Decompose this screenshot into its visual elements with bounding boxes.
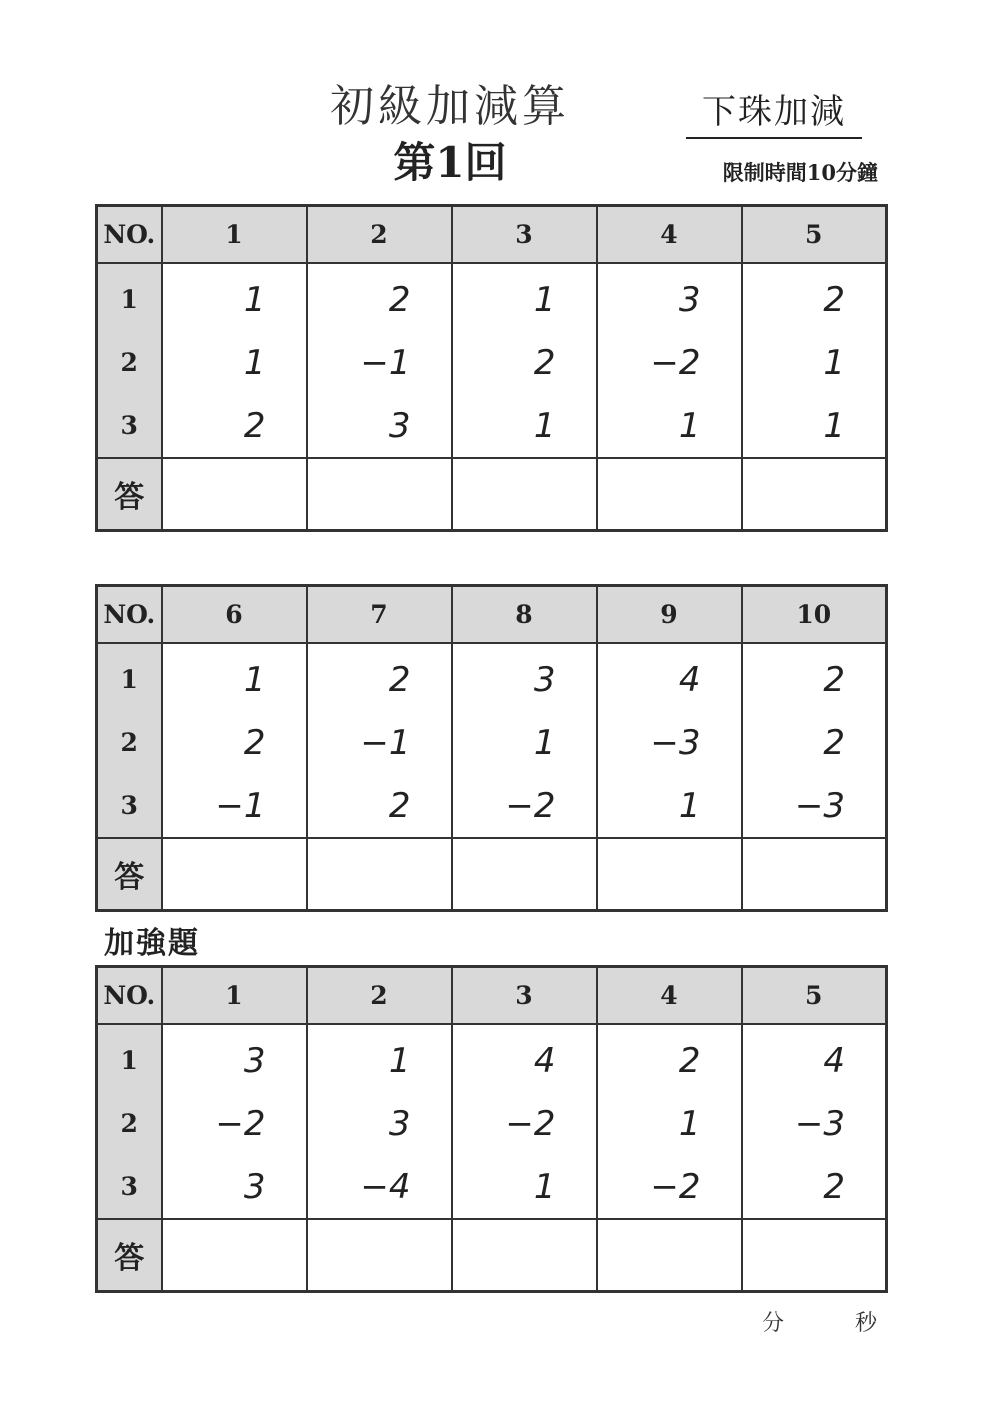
answer-cell[interactable] xyxy=(162,1219,307,1292)
table-row xyxy=(97,643,887,711)
table-header-row xyxy=(97,586,887,644)
number-cell: 3 xyxy=(597,263,742,331)
worksheet-title: 初級加減算 xyxy=(330,81,570,132)
number-cell: −2 xyxy=(452,1092,597,1155)
number-cell: 2 xyxy=(742,263,887,331)
answer-cell[interactable] xyxy=(307,1219,452,1292)
category-label: 下珠加減 xyxy=(686,84,862,139)
row-label: 3 xyxy=(97,394,162,458)
problem-number: 9 xyxy=(597,586,742,644)
answer-label: 答 xyxy=(97,838,162,911)
problem-number: 4 xyxy=(597,206,742,264)
number-cell: 3 xyxy=(307,1092,452,1155)
row-label: 1 xyxy=(97,263,162,331)
number-cell: 1 xyxy=(597,394,742,458)
answer-cell[interactable] xyxy=(162,458,307,531)
problem-number: 10 xyxy=(742,586,887,644)
answer-cell[interactable] xyxy=(597,838,742,911)
number-cell: 1 xyxy=(307,1024,452,1092)
number-cell: −2 xyxy=(162,1092,307,1155)
answer-cell[interactable] xyxy=(742,458,887,531)
table-header-row xyxy=(97,967,887,1025)
number-cell: 4 xyxy=(452,1024,597,1092)
bonus-section-label: 加強題 xyxy=(104,926,200,961)
row-label: 3 xyxy=(97,774,162,838)
bonus-problem-table xyxy=(95,965,888,1293)
answer-cell[interactable] xyxy=(307,458,452,531)
answer-cell[interactable] xyxy=(597,1219,742,1292)
number-cell: 2 xyxy=(597,1024,742,1092)
row-label: 2 xyxy=(97,1092,162,1155)
answer-cell[interactable] xyxy=(162,838,307,911)
answer-cell[interactable] xyxy=(742,1219,887,1292)
round-number: 第1回 xyxy=(393,138,507,187)
problem-number: 1 xyxy=(162,967,307,1025)
table-row xyxy=(97,263,887,331)
answer-row xyxy=(97,838,887,911)
number-cell: −1 xyxy=(162,774,307,838)
number-cell: 3 xyxy=(162,1024,307,1092)
number-cell: −3 xyxy=(742,774,887,838)
table-row xyxy=(97,331,887,394)
number-cell: 1 xyxy=(162,331,307,394)
number-cell: 1 xyxy=(162,643,307,711)
number-cell: 2 xyxy=(307,774,452,838)
number-cell: −2 xyxy=(452,774,597,838)
number-cell: 3 xyxy=(452,643,597,711)
problem-number: 7 xyxy=(307,586,452,644)
number-cell: 3 xyxy=(162,1155,307,1219)
problem-number: 6 xyxy=(162,586,307,644)
table-row xyxy=(97,711,887,774)
corner-no-label: NO. xyxy=(97,206,162,264)
problem-number: 1 xyxy=(162,206,307,264)
time-limit: 限制時間10分鐘 xyxy=(722,160,878,185)
number-cell: 1 xyxy=(742,394,887,458)
table-row xyxy=(97,1155,887,1219)
number-cell: 1 xyxy=(452,263,597,331)
answer-cell[interactable] xyxy=(742,838,887,911)
minutes-label: 分 xyxy=(762,1311,785,1336)
number-cell: 1 xyxy=(742,331,887,394)
answer-row xyxy=(97,458,887,531)
table-row xyxy=(97,394,887,458)
problem-number: 5 xyxy=(742,967,887,1025)
answer-cell[interactable] xyxy=(307,838,452,911)
answer-cell[interactable] xyxy=(452,458,597,531)
number-cell: −2 xyxy=(597,331,742,394)
problem-number: 2 xyxy=(307,206,452,264)
answer-label: 答 xyxy=(97,458,162,531)
number-cell: 3 xyxy=(307,394,452,458)
corner-no-label: NO. xyxy=(97,967,162,1025)
answer-cell[interactable] xyxy=(452,1219,597,1292)
number-cell: 2 xyxy=(162,394,307,458)
table-row xyxy=(97,1024,887,1092)
problem-number: 8 xyxy=(452,586,597,644)
answer-cell[interactable] xyxy=(452,838,597,911)
row-label: 1 xyxy=(97,1024,162,1092)
corner-no-label: NO. xyxy=(97,586,162,644)
number-cell: 2 xyxy=(742,1155,887,1219)
number-cell: −3 xyxy=(742,1092,887,1155)
number-cell: 1 xyxy=(597,1092,742,1155)
number-cell: −2 xyxy=(597,1155,742,1219)
number-cell: 2 xyxy=(162,711,307,774)
problem-number: 4 xyxy=(597,967,742,1025)
answer-label: 答 xyxy=(97,1219,162,1292)
number-cell: 1 xyxy=(597,774,742,838)
number-cell: −3 xyxy=(597,711,742,774)
number-cell: 1 xyxy=(452,1155,597,1219)
table-row xyxy=(97,774,887,838)
number-cell: −1 xyxy=(307,711,452,774)
problem-number: 2 xyxy=(307,967,452,1025)
table-row xyxy=(97,1092,887,1155)
problem-number: 5 xyxy=(742,206,887,264)
number-cell: 1 xyxy=(452,711,597,774)
number-cell: 2 xyxy=(742,711,887,774)
answer-row xyxy=(97,1219,887,1292)
answer-cell[interactable] xyxy=(597,458,742,531)
problem-table-2 xyxy=(95,584,888,912)
number-cell: 2 xyxy=(452,331,597,394)
number-cell: −4 xyxy=(307,1155,452,1219)
problem-number: 3 xyxy=(452,206,597,264)
number-cell: 4 xyxy=(597,643,742,711)
table-header-row xyxy=(97,206,887,264)
row-label: 3 xyxy=(97,1155,162,1219)
seconds-label: 秒 xyxy=(855,1311,878,1336)
number-cell: 2 xyxy=(307,263,452,331)
row-label: 2 xyxy=(97,331,162,394)
number-cell: 2 xyxy=(742,643,887,711)
number-cell: 1 xyxy=(162,263,307,331)
problem-table-1 xyxy=(95,204,888,532)
problem-number: 3 xyxy=(452,967,597,1025)
number-cell: 4 xyxy=(742,1024,887,1092)
row-label: 2 xyxy=(97,711,162,774)
number-cell: 1 xyxy=(452,394,597,458)
number-cell: 2 xyxy=(307,643,452,711)
number-cell: −1 xyxy=(307,331,452,394)
row-label: 1 xyxy=(97,643,162,711)
